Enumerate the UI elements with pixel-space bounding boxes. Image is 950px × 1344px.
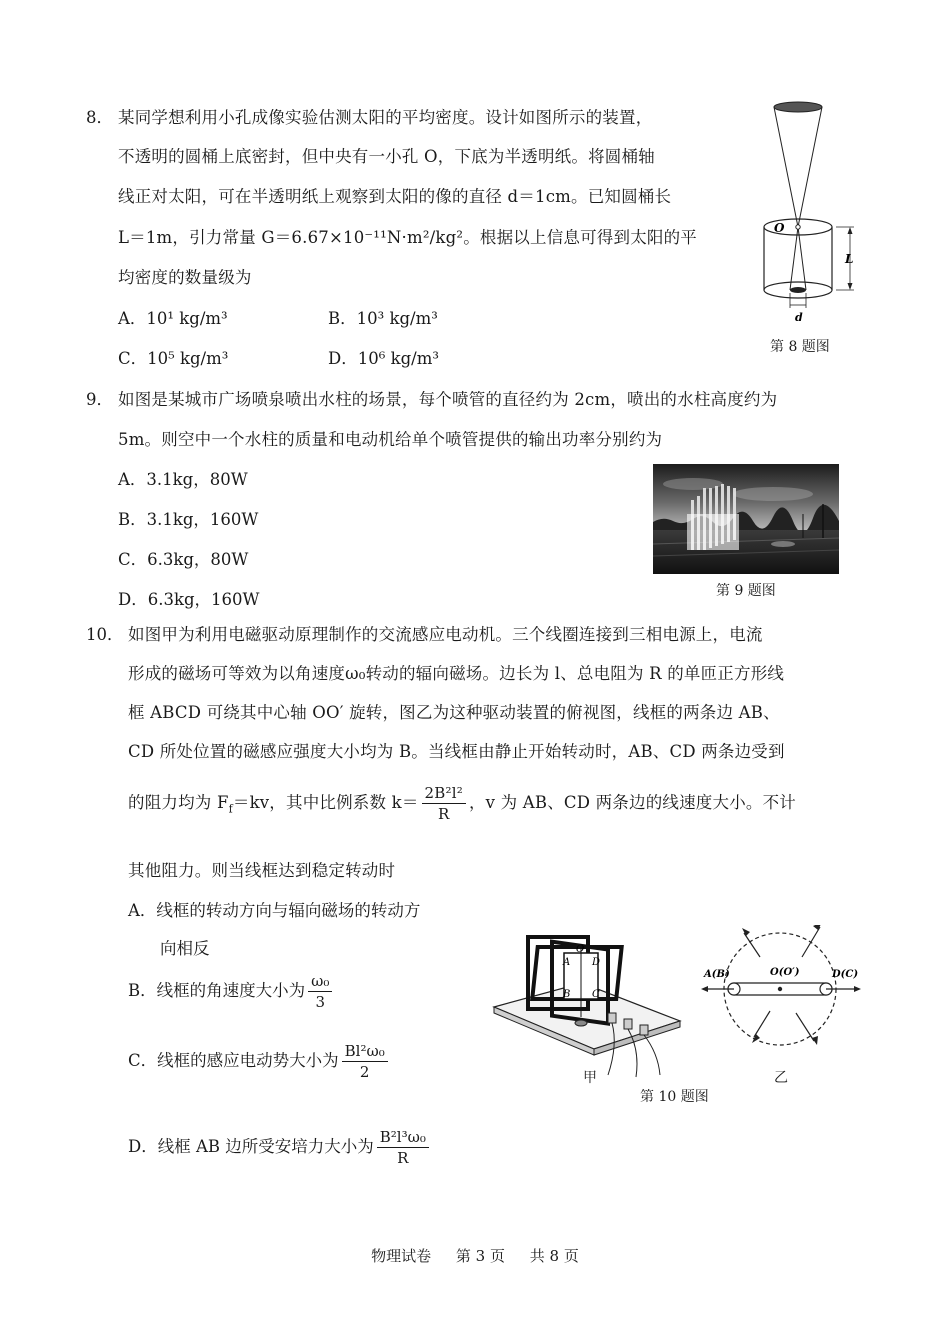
q10-yi-label-oo: O(O′) <box>770 967 800 978</box>
footer-subject: 物理试卷 <box>371 1247 432 1265</box>
footer-total-pages: 共 8 页 <box>529 1247 579 1265</box>
q9-option-d: D．6.3kg，160W <box>118 590 260 609</box>
q8-figure-label-o: O <box>774 221 785 235</box>
q10-jia-label-d: D <box>592 957 601 968</box>
q8-figure-label-d: d <box>795 311 803 324</box>
q10-option-d-denominator: R <box>397 1149 409 1167</box>
q10-line-3: 框 ABCD 可绕其中心轴 OO′ 旋转，图乙为这种驱动装置的俯视图，线框的两条边 AB、 <box>128 703 780 722</box>
q10-line-5 <box>128 784 796 823</box>
q9-caption: 第 9 题图 <box>716 583 776 599</box>
q10-k-fraction <box>422 784 466 823</box>
q10-line-2: 形成的磁场可等效为以角速度ω₀转动的辐向磁场。边长为 l、总电阻为 R 的单匝正方形线 <box>128 664 785 683</box>
q8-caption: 第 8 题图 <box>770 339 830 355</box>
q8-figure-pinhole-cylinder <box>748 95 868 330</box>
q10-option-d <box>128 1128 432 1167</box>
q10-caption: 第 10 题图 <box>640 1089 709 1105</box>
q10-option-b-text: B．线框的角速度大小为 <box>128 981 306 1000</box>
q8-option-b: B．10³ kg/m³ <box>328 309 438 328</box>
q10-option-a-line-2: 向相反 <box>160 939 210 958</box>
q8-figure-label-l: L <box>845 252 854 266</box>
q10-option-b-numerator: ω₀ <box>308 972 332 992</box>
q10-option-d-fraction <box>377 1128 429 1167</box>
q10-figure-yi-top-view <box>698 925 868 1060</box>
q10-line-1: 如图甲为利用电磁驱动原理制作的交流感应电动机。三个线圈连接到三相电源上，电流 <box>128 625 763 644</box>
q8-line-2: 不透明的圆桶上底密封，但中央有一小孔 O，下底为半透明纸。将圆桶轴 <box>118 147 655 166</box>
q10-option-b-fraction <box>308 972 332 1011</box>
q9-option-c: C．6.3kg，80W <box>118 550 249 569</box>
q8-line-5: 均密度的数量级为 <box>118 268 252 287</box>
q8-line-4: L＝1m，引力常量 G＝6.67×10⁻¹¹N·m²/kg²。根据以上信息可得到太阳的平 <box>118 228 698 247</box>
q8-line-1: 某同学想利用小孔成像实验估测太阳的平均密度。设计如图所示的装置， <box>118 108 653 127</box>
q9-figure-fountain-photo <box>653 464 839 574</box>
q10-line-6: 其他阻力。则当线框达到稳定转动时 <box>128 861 396 880</box>
q10-option-c-denominator: 2 <box>359 1063 370 1081</box>
q10-option-d-numerator: B²l³ω₀ <box>377 1128 429 1148</box>
q10-option-c-fraction <box>342 1042 388 1081</box>
q10-line-5-pre: 的阻力均为 F <box>128 793 229 812</box>
q10-number: 10． <box>86 625 124 644</box>
q8-line-3: 线正对太阳，可在半透明纸上观察到太阳的像的直径 d＝1cm。已知圆桶长 <box>118 187 672 206</box>
q10-option-b-denominator: 3 <box>315 993 326 1011</box>
q9-line-2: 5m。则空中一个水柱的质量和电动机给单个喷管提供的输出功率分别约为 <box>118 430 663 449</box>
q10-option-d-text: D．线框 AB 边所受安培力大小为 <box>128 1137 374 1156</box>
q9-option-a: A．3.1kg，80W <box>118 470 248 489</box>
q10-option-c <box>128 1042 391 1081</box>
q10-jia-label-o: O <box>576 944 585 955</box>
q8-option-d: D．10⁶ kg/m³ <box>328 349 439 368</box>
q10-figure-yi-label: 乙 <box>774 1070 788 1086</box>
q10-line-5-sub: f <box>228 802 233 816</box>
q9-line-1: 如图是某城市广场喷泉喷出水柱的场景，每个喷管的直径约为 2cm，喷出的水柱高度约为 <box>118 390 778 409</box>
q10-figure-jia-motor <box>490 925 690 1090</box>
q9-number: 9． <box>86 390 113 409</box>
q10-line-4: CD 所处位置的磁感应强度大小均为 B。当线框由静止开始转动时，AB、CD 两条边受到 <box>128 742 785 761</box>
q10-yi-label-ab: A(B) <box>704 969 730 980</box>
footer-page-number: 第 3 页 <box>455 1247 505 1265</box>
q10-line-5-post: ，v 为 AB、CD 两条边的线速度大小。不计 <box>468 793 796 812</box>
q10-line-5-mid: ＝kv，其中比例系数 k＝ <box>232 793 419 812</box>
q8-option-c: C．10⁵ kg/m³ <box>118 349 229 368</box>
q10-yi-label-dc: D(C) <box>832 969 859 980</box>
q10-option-c-numerator: Bl²ω₀ <box>342 1042 388 1062</box>
q10-option-c-text: C．线框的感应电动势大小为 <box>128 1051 339 1070</box>
q9-option-b: B．3.1kg，160W <box>118 510 259 529</box>
q10-k-numerator: 2B²l² <box>422 784 466 804</box>
q10-jia-label-b: B <box>563 989 571 1000</box>
q10-option-a-line-1: A．线框的转动方向与辐向磁场的转动方 <box>128 901 421 920</box>
q8-number: 8． <box>86 108 113 127</box>
q10-figure-jia-label: 甲 <box>583 1070 597 1086</box>
page-footer <box>0 1245 950 1266</box>
q10-jia-label-c: C <box>592 989 600 1000</box>
q8-option-a: A．10¹ kg/m³ <box>118 309 228 328</box>
q10-k-denominator: R <box>437 805 450 823</box>
q10-jia-label-a: A <box>563 957 571 968</box>
q10-option-b <box>128 972 335 1011</box>
